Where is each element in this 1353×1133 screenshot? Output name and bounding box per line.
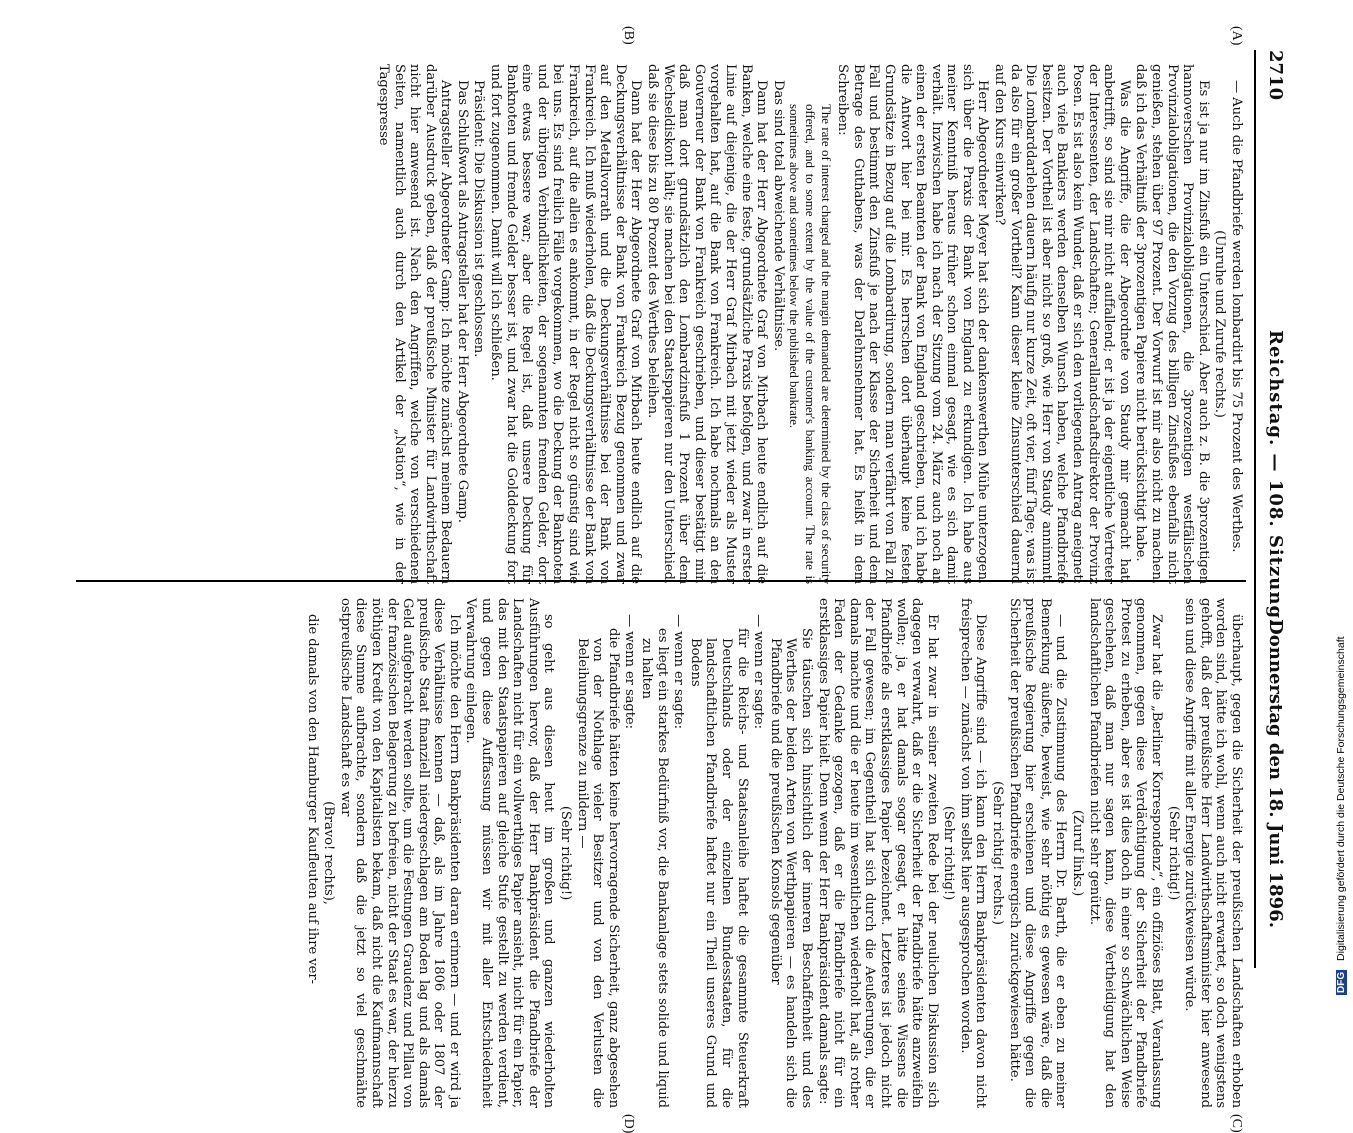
paragraph: Dann hat der Herr Abgeordnete Graf von Mirbach heute endlich auf die Banken, welche eine feste, grundsätzliche Praxis befolgen, und zwar in erster Linie auf diejenige, die der Herr Graf Mirbach mit jetzt wieder als Muster vorgehalten hat, auf die Bank von Frankreich. Ich habe nochmals an den Gouverneur der Bank von Frankreich geschrieben, und dieser bestätigt mir, daß man dort grundsätzlich den Lombardzinsfuß 1 Prozent über dem Wechseldiskont hält; sie machen bei den Staatspapieren nur den Unterschied, daß sie diese bis zu 80 Prozent des Werthes beleihen. xyxy=(645,64,770,584)
paragraph: so geht aus diesen heut im großen und ganzen wiederholten Ausführungen hervor, daß der Herr Bankpräsident die Pfandbriefe der Landschaften nicht für ein vollwerthiges Papier ansieht, nicht für ein Papier, das mit den Staatspapieren auf gleiche Stufe gestellt zu werden verdient, und gegen diese Auffassung müssen wir mit aller Entschiedenheit Verwahrung einlegen. xyxy=(463,598,557,1108)
paragraph: — wenn er sagte: xyxy=(751,614,767,729)
paragraph: Dann hat der Herr Abgeordnete Graf von Mirbach heute endlich auf die Deckungsverhältnisse der Bank von Frankreich Bezug genommen und zwar auf den Metallvorrath und die Deckungsverhältnisse bei der Bank von Frankreich. Ich muß wiederholen, daß die Deckungsverhältnisse der Bank von Frankreich, auf die allein es ankommt, in der Regel nicht so günstig sind wie bei uns. Es sind freilich Fälle vorgekommen, wo die Deckung der Banknoten und der übrigen Verbindlichkeiten, der sogenannten fremden Gelder, dort eine etwas bessere war; aber die Regel ist, daß unsere Deckung für Banknoten und fremde Gelder besser ist, und zwar hat die Golddeckung fort und fort zugenommen. Damit will ich schließen. xyxy=(488,64,644,584)
paragraph: Das Schlußwort als Antragsteller hat der Herr Abgeordnete Gamp. xyxy=(454,80,470,523)
paragraph: — wenn er sagte: xyxy=(622,614,638,729)
dfg-logo: DFG xyxy=(1336,971,1347,993)
paragraph: Präsident: Die Diskussion ist geschlossen. xyxy=(471,80,487,358)
margin-letter-b: (B) xyxy=(621,26,636,45)
page-header xyxy=(1260,50,1290,968)
paragraph: Antragsteller Abgeordneter Gamp: Ich möchte zunächst meinem Bedauern darüber Ausdruck geben, daß der preußische Minister für Landwirthschaft nicht hier anwesend ist. Nach den Angriffen, welche von verschiedenen Seiten, namentlich auch durch den Artikel der „Nation“, wie in der Tagespresse xyxy=(375,64,454,584)
session-date: Donnerstag den 18. Juni 1896. xyxy=(1265,619,1286,928)
margin-letter-c: (C) xyxy=(1229,1114,1244,1133)
paragraph: Er hat zwar in seiner zweiten Rede bei der neulichen Diskussion sich dagegen verwahrt, daß er die Sicherheit der Pfandbriefe hätte anzweifeln wollen; ja, er hat damals sogar gesagt, er hätte seines Wissens die Pfandbriefe als erstklassiges Papier bezeichnet. Letzteres ist jedoch nicht der Fall gewesen; im Gegentheil hat sich durch die Aeußerungen, die er damals machte und die er heute im wesentlichen wiederholt hat, als rother Faden der Gedanke gezogen, daß er die Pfandbriefe nicht für ein erstklassiges Papier hielt. Denn wenn der Herr Bankpräsident damals sagte: xyxy=(815,598,940,1108)
interjection: (Sehr richtig!) xyxy=(941,805,957,901)
paragraph: Ich möchte den Herrn Bankpräsidenten daran erinnern — und er wird ja diese Verhältnisse kennen — daß, als im Jahre 1806 oder 1807 der preußische Staat finanziell niedergeschlagen am Boden lag und als damals Geld aufgebracht werden sollte, um die Festungen Graudenz und Pillau von der französischen Belagerung zu befreien, nicht der Staat es war, der hierzu nöthigen Kredit von den Kapitalisten bekam, daß nicht die Kaufmannschaft diese Summe aufbrachte, sondern daß die jetzt so viel geschmähte ostpreußische Landschaft es war xyxy=(337,598,462,1108)
interjection: (Sehr richtig!) xyxy=(1165,805,1181,901)
quotation: für die Reichs- und Staatsanleihe haftet die gesammte Steuerkraft Deutschlands oder der einzelnen Bundesstaaten, für die landschaftlichen Pfandbriefe haftet nur ein Theil unseres Grund und Bodens xyxy=(687,628,750,1108)
page-number: 2710 xyxy=(1265,50,1286,101)
quotation: Sie täuschen sich hinsichtlich der inneren Beschaffenheit und des Werthes der beiden Arten von Werthpapieren — es handeln sich die Pfandbriefe und die preußischen Konsols gegenüber xyxy=(767,628,814,1108)
paragraph: — und die Zustimmung des Herrn Dr. Barth, die er eben zu meiner Bemerkung äußerte, beweist, wie sehr nöthig es gewesen wäre, daß die preußische Regierung hier erschienen und diese Angriffe gegen die Sicherheit der preußischen Pfandbriefe energisch zurückgewiesen hätte. xyxy=(1006,598,1069,1108)
margin-letter-d: (D) xyxy=(621,1114,636,1133)
paragraph: — wenn er sagte: xyxy=(671,614,687,729)
header-rule xyxy=(1254,50,1256,968)
funding-note: Digitalisierung gefördert durch die Deutsche Forschungsgemeinschaft xyxy=(1335,636,1347,961)
paragraph: — Auch die Pfandbriefe werden lombardirt bis 75 Prozent des Werthes. xyxy=(1229,80,1244,553)
paragraph: überhaupt, gegen die Sicherheit der preußischen Landschaften erhoben worden sind, hätte ich wohl, wenn auch nicht erwartet, so doch wenigstens gehofft, daß der preußische Herr Landwirthschaftsminister hier anwesend sein und diese Angriffe mit aller Energie zurückweisen würde. xyxy=(1182,598,1244,1108)
paragraph: die damals von den Hamburger Kaufleuten auf ihre ver- xyxy=(304,614,320,984)
paragraph: Was die Angriffe, die der Abgeordnete von Staudy mir gemacht hat, anbetrifft, so sind sie mir nicht auffallend; er ist ja der eigentliche Vertreter der Interessenten, der Landschaften; Generallandschaftsdirektor der Provinz Posen. Es ist also kein Wunder, daß er sich den vorliegenden Antrag aneignet: auch viele Bankiers werden denselben Wunsch haben, welche Pfandbriefe besitzen. Der Vortheil ist aber nicht so groß, wie Herr von Staudy annimmt. Die Lombarddarlehen dauern häufig nur kurze Zeit, oft vier, fünf Tage; was ist da also für ein großer Vortheil? Kann dieser kleine Zinsunterschied dauernd auf den Kurs einwirken? xyxy=(992,64,1132,584)
interjection: (Bravo! rechts), xyxy=(321,801,337,905)
paragraph: Es ist ja nur im Zinsfuß ein Unterschied. Aber auch z. B. die 3prozentigen hannoverschen Provinzialobligationen, die 3prozentigen westfälischen Provinzialobligationen, die den Vorzug des billigen Zinsfußes ebenfalls nicht genießen, stehen über 97 Prozent. Der Vorwurf ist mir also nicht zu machen, daß ich das Verhältniß der 3prozentigen Papiere nicht berücksichtigt habe. xyxy=(1133,64,1211,584)
paragraph: Das sind total abweichende Verhältnisse. xyxy=(770,80,786,352)
quotation: es liegt ein starkes Bedürfniß vor, die Bankanlage stets solide und liquid zu halten xyxy=(639,628,670,1108)
right-column xyxy=(303,598,1244,1108)
scanned-page xyxy=(56,8,1296,1133)
margin-letter-a: (A) xyxy=(1229,26,1244,46)
side-caption xyxy=(1335,636,1347,995)
running-title: Reichstag. — 108. Sitzung. xyxy=(1265,330,1286,627)
interjection: (Unruhe und Zurufe rechts.) xyxy=(1212,230,1228,418)
paragraph: Diese Angriffe sind — ich kann den Herrn Bankpräsidenten davon nicht freisprechen — zunächst von ihm selbst hier ausgesprochen worden. xyxy=(957,598,989,1108)
left-column xyxy=(374,64,1244,584)
interjection: (Zuruf links.) xyxy=(1070,809,1086,897)
quotation: The rate of interest charged and the margin demanded are determined by the class of security offered, and to some extent by the value of the customer's banking account. The rate is sometimes above and sometimes below the published bankrate. xyxy=(787,104,834,584)
quotation: die Pfandbriefe hätten keine hervorragende Sicherheit, ganz abgesehen von der Nothlage vieler Besitzer und von den Verlusten die Beleihungsgrenze zu mildern — xyxy=(574,628,621,1108)
interjection: (Sehr richtig! rechts.) xyxy=(990,781,1006,925)
paragraph: Zwar hat die „Berliner Korrespondenz“, ein offiziöses Blatt, Veranlassung genommen, gegen diese Verdächtigung der Sicherheit der Pfandbriefe Protest zu erheben, aber es ist dies doch in einer so schwächlichen Weise geschehen, daß man nur sagen kann, diese Vertheidigung hat den landschaftlichen Pfandbriefen nicht sehr genützt. xyxy=(1086,598,1165,1108)
paragraph: Herr Abgeordneter Meyer hat sich der dankenswerthen Mühe unterzogen, sich über die Praxis der Bank von England zu erkundigen. Ich habe aus meiner Kenntniß heraus früher schon einmal gesagt, wie es sich damit verhält. Inzwischen habe ich nach der Sitzung vom 24. März auch noch an einen der ersten Beamten der Bank von England geschrieben, und ich habe die Antwort hier bei mir. Es herrschen dort überhaupt keine festen Grundsätze in Bezug auf die Lombardirung, sondern man verfährt von Fall zu Fall und bestimmt den Zinsfuß je nach der Klasse der Sicherheit und dem Betrage des Guthabens, was der Darlehnsnehmer hat. Es heißt in dem Schreiben: xyxy=(835,64,991,584)
interjection: (Sehr richtig!) xyxy=(558,805,574,901)
